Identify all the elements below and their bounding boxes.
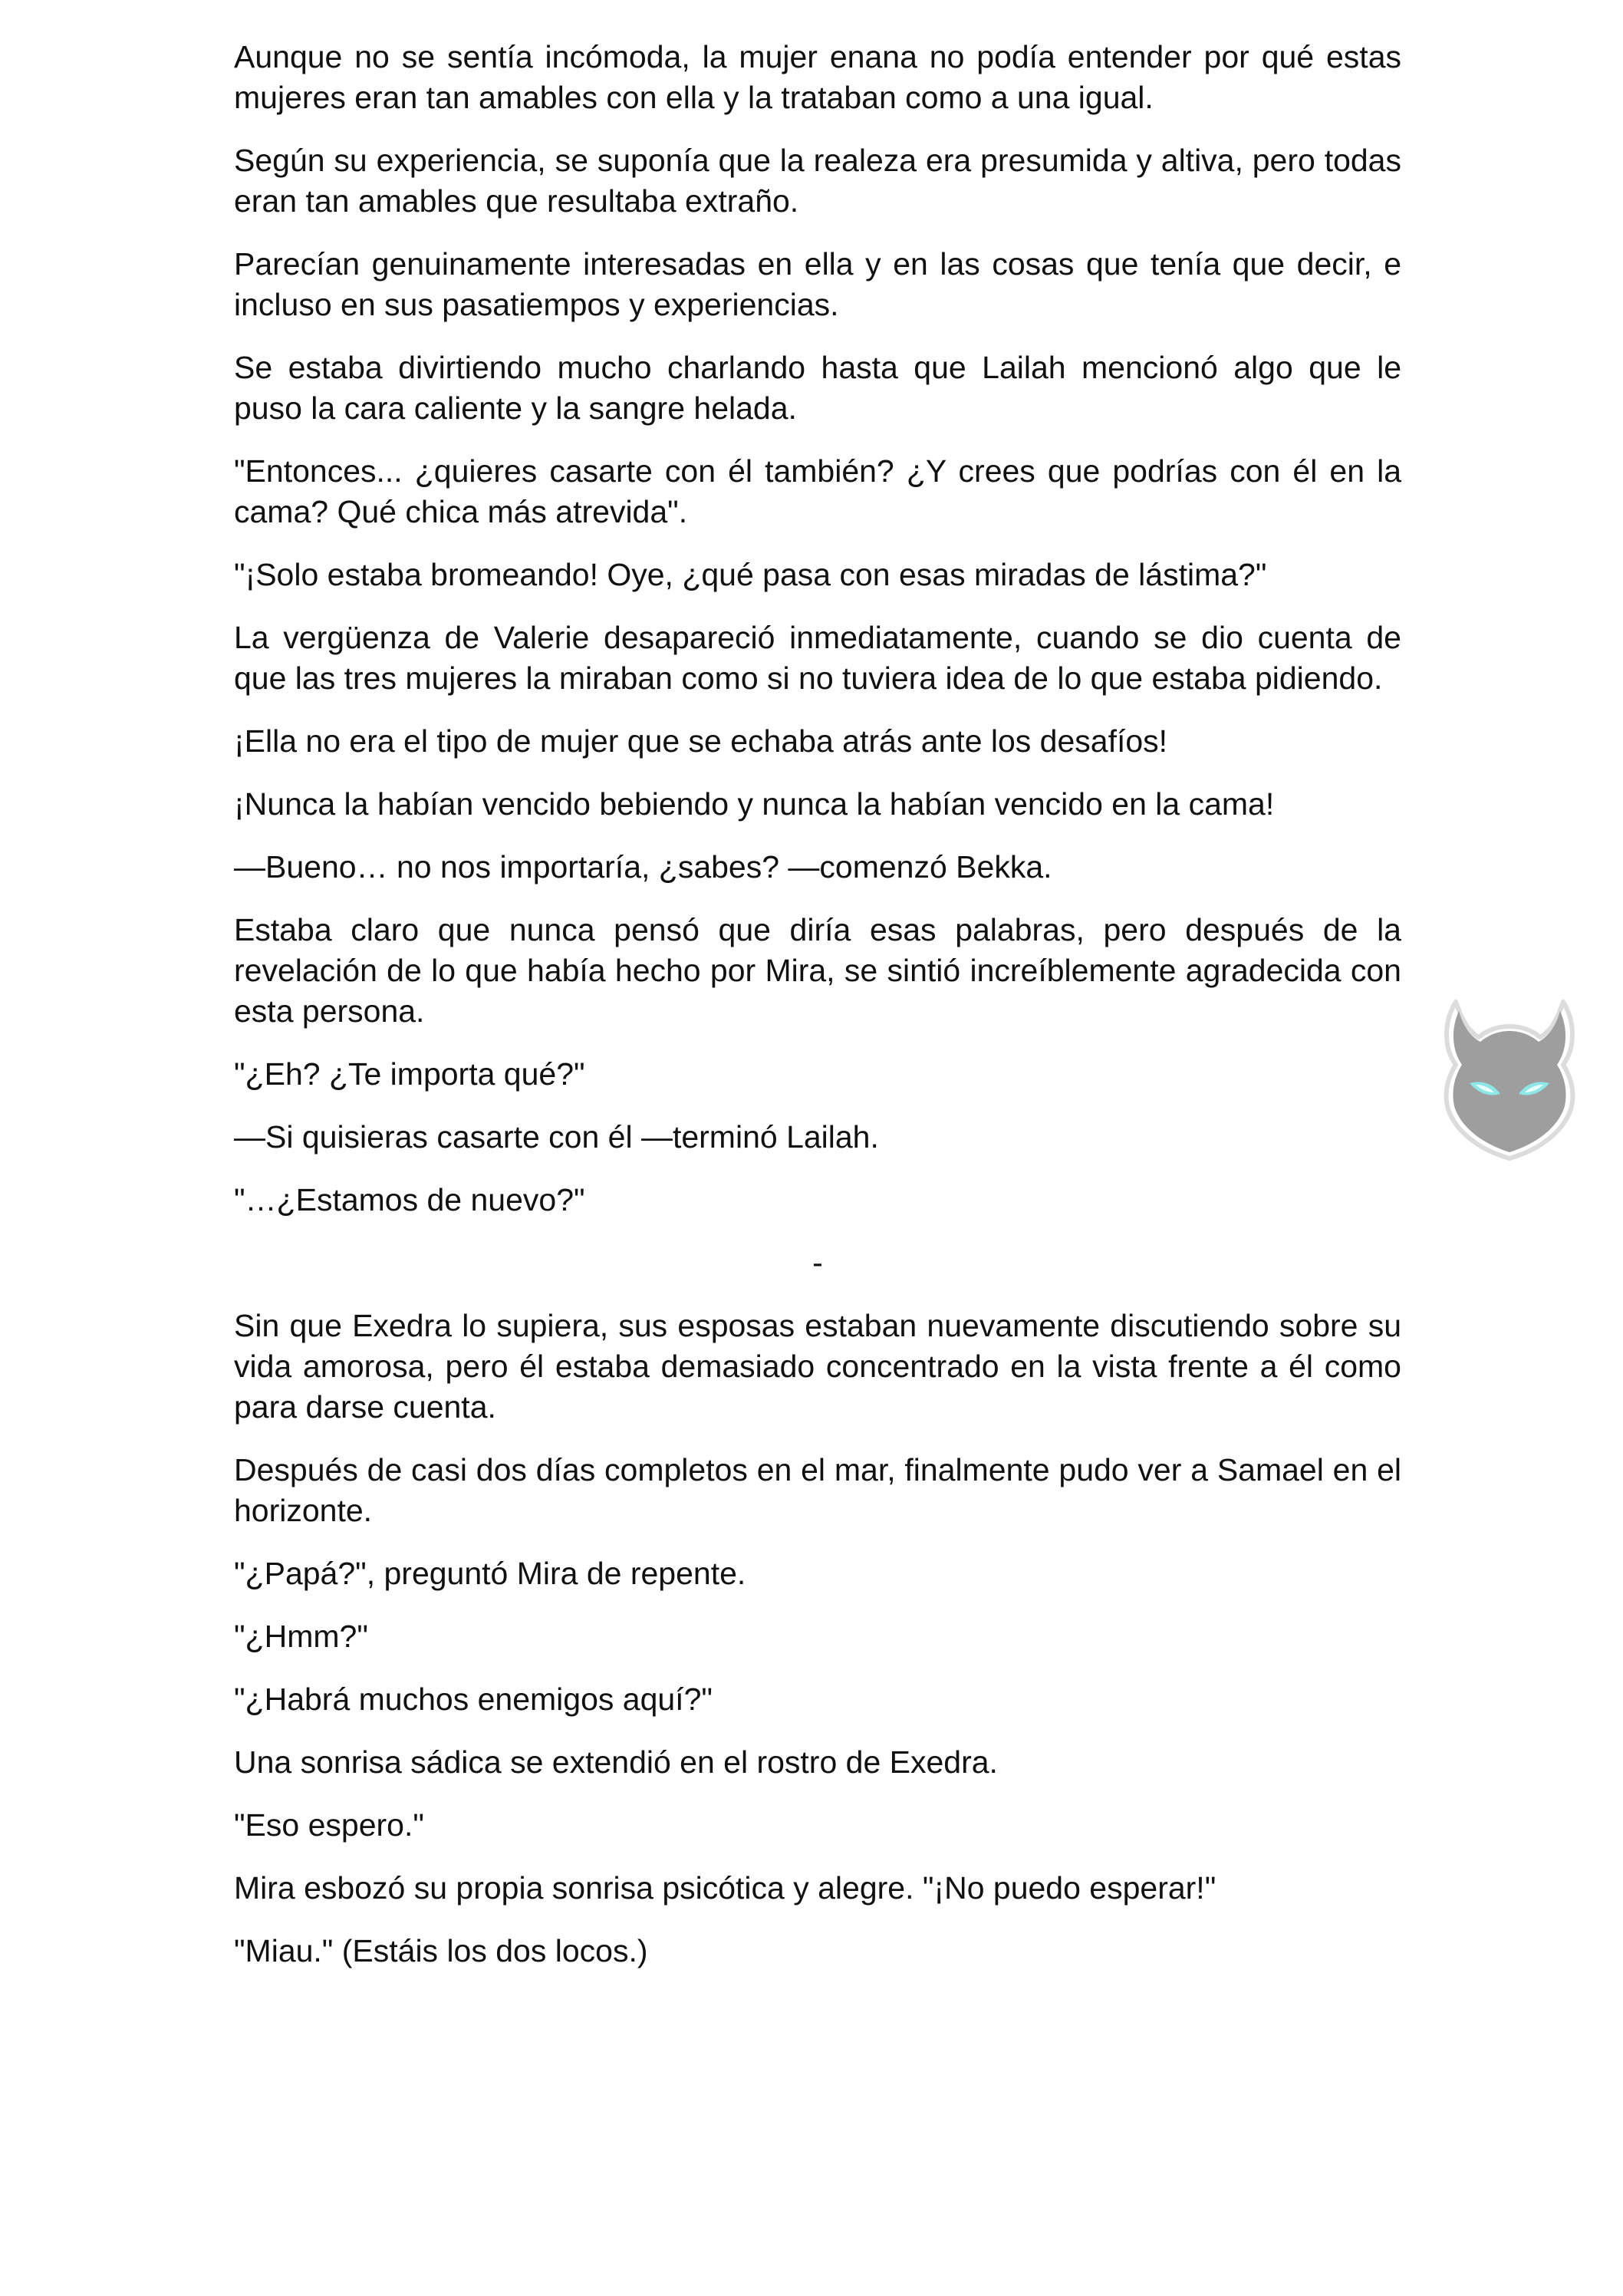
paragraph: ¡Ella no era el tipo de mujer que se echaba atrás ante los desafíos! xyxy=(234,723,1168,759)
paragraph: Una sonrisa sádica se extendió en el rostro de Exedra. xyxy=(234,1744,998,1780)
paragraph: "¿Hmm?" xyxy=(234,1619,368,1654)
demon-head-icon xyxy=(1439,997,1580,1163)
paragraph: "Eso espero." xyxy=(234,1807,424,1843)
paragraph: Aunque no se sentía incómoda, la mujer enana no podía entender por qué estas mujeres eran tan amables con ella y la trataban como a una igual. xyxy=(234,39,1401,115)
paragraph: Se estaba divirtiendo mucho charlando hasta que Lailah mencionó algo que le puso la cara caliente y la sangre helada. xyxy=(234,350,1401,426)
paragraph: "…¿Estamos de nuevo?" xyxy=(234,1182,585,1217)
scene-separator: - xyxy=(812,1245,823,1280)
paragraph: "¿Papá?", preguntó Mira de repente. xyxy=(234,1556,746,1591)
paragraph: Sin que Exedra lo supiera, sus esposas estaban nuevamente discutiendo sobre su vida amorosa, pero él estaba demasiado concentrado en la vista frente a él como para darse cuenta. xyxy=(234,1308,1401,1425)
paragraph: —Bueno… no nos importaría, ¿sabes? —comenzó Bekka. xyxy=(234,849,1052,884)
paragraph: Estaba claro que nunca pensó que diría esas palabras, pero después de la revelación de lo que había hecho por Mira, se sintió increíblemente agradecida con esta persona. xyxy=(234,912,1401,1029)
paragraph: "Entonces... ¿quieres casarte con él también? ¿Y crees que podrías con él en la cama? Qué chica más atrevida". xyxy=(234,453,1401,529)
paragraph: Después de casi dos días completos en el mar, finalmente pudo ver a Samael en el horizonte. xyxy=(234,1452,1401,1528)
paragraph: Mira esbozó su propia sonrisa psicótica y alegre. "¡No puedo esperar!" xyxy=(234,1870,1216,1906)
paragraph: "Miau." (Estáis los dos locos.) xyxy=(234,1933,648,1968)
paragraph: "¿Habrá muchos enemigos aquí?" xyxy=(234,1682,713,1717)
paragraph: —Si quisieras casarte con él —terminó Lailah. xyxy=(234,1119,879,1155)
paragraph: La vergüenza de Valerie desapareció inmediatamente, cuando se dio cuenta de que las tres mujeres la miraban como si no tuviera idea de lo que estaba pidiendo. xyxy=(234,620,1401,696)
paragraph: ¡Nunca la habían vencido bebiendo y nunca la habían vencido en la cama! xyxy=(234,786,1275,822)
paragraph: "¿Eh? ¿Te importa qué?" xyxy=(234,1056,585,1092)
paragraph: Parecían genuinamente interesadas en ella y en las cosas que tenía que decir, e incluso en sus pasatiempos y experiencias. xyxy=(234,246,1401,322)
paragraph: Según su experiencia, se suponía que la realeza era presumida y altiva, pero todas eran tan amables que resultaba extraño. xyxy=(234,143,1401,219)
paragraph: "¡Solo estaba bromeando! Oye, ¿qué pasa con esas miradas de lástima?" xyxy=(234,557,1267,592)
document-body xyxy=(234,37,1401,1994)
